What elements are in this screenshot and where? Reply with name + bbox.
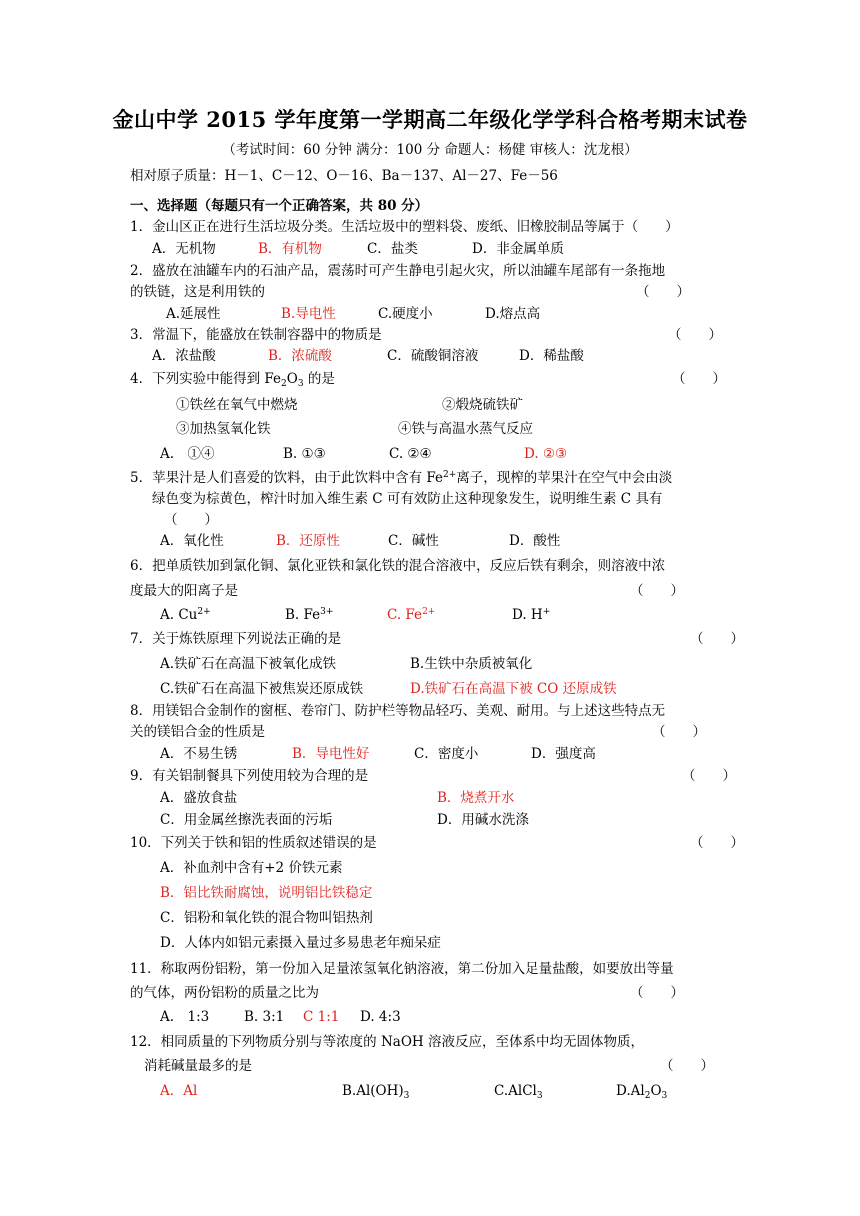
- q12-option-d: $D.Al_2O_3$: [616, 1083, 668, 1101]
- q11-option-c: C 1:1: [303, 1009, 340, 1025]
- q12-option-a: A．Al: [160, 1083, 198, 1099]
- q4-item-1: ①铁丝在氧气中燃烧: [176, 397, 298, 413]
- q3-option-a: A．浓盐酸: [152, 348, 216, 364]
- page-title: 金山中学 2015 学年度第一学期高二年级化学学科合格考期末试卷: [112, 107, 748, 132]
- q1-option-d: D．非金属单质: [472, 241, 564, 257]
- q11-option-b: B. 3:1: [244, 1009, 285, 1025]
- exam-info: （考试时间：60 分钟 满分：100 分 命题人：杨健 审核人：沈龙根）: [222, 142, 638, 158]
- q6-option-c: C. $Fe^{2+}$: [387, 607, 436, 623]
- question-5-stem-cont: 绿色变为棕黄色，榨汁时加入维生素 C 可有效防止这种现象发生，说明维生素 C 具有: [152, 491, 663, 507]
- q9-option-d: D．用碱水洗涤: [437, 812, 529, 828]
- question-8-stem-cont: 关的镁铝合金的性质是: [130, 724, 265, 740]
- q9-option-a: A．盛放食盐: [160, 790, 238, 806]
- q2-answer-blank: （ ）: [636, 284, 690, 300]
- q6-option-d: D. H+: [512, 607, 551, 623]
- q4-option-b: B. ①③: [283, 446, 326, 462]
- q9-option-c: C．用金属丝擦洗表面的污垢: [160, 812, 333, 828]
- q3-option-c: C．硫酸铜溶液: [387, 348, 479, 364]
- q12-option-c: C.AlCl$_3$: [494, 1083, 543, 1101]
- q10-option-b: B．铝比铁耐腐蚀，说明铝比铁稳定: [160, 885, 373, 901]
- question-9-stem: 9．有关铝制餐具下列使用较为合理的是: [130, 768, 369, 784]
- q2-option-b: B.导电性: [281, 306, 336, 322]
- q10-option-d: D．人体内如铝元素摄入量过多易患老年痴呆症: [160, 935, 441, 951]
- question-12-stem-cont: 消耗碱量最多的是: [144, 1058, 252, 1074]
- question-2-stem-cont: 的铁链，这是利用铁的: [130, 284, 265, 300]
- q6-option-a: A. $Cu^{2+}$: [160, 607, 211, 623]
- q4-item-2: ②煅烧硫铁矿: [442, 397, 523, 413]
- q5-option-b: B．还原性: [276, 533, 340, 549]
- q8-option-d: D．强度高: [531, 746, 596, 762]
- q3-answer-blank: （ ）: [668, 327, 722, 343]
- q12-answer-blank: （ ）: [660, 1058, 714, 1074]
- q11-option-a: A. 1:3: [160, 1009, 210, 1025]
- q7-option-d: D.铁矿石在高温下被 CO 还原成铁: [410, 681, 617, 697]
- question-3-stem: 3．常温下，能盛放在铁制容器中的物质是: [130, 327, 382, 343]
- question-10-stem: 10．下列关于铁和铝的性质叙述错误的是: [130, 835, 377, 851]
- q4-option-a: A. ①④: [160, 446, 215, 462]
- question-11-stem-cont: 的气体，两份铝粉的质量之比为: [130, 985, 319, 1001]
- question-6-stem: 6．把单质铁加到氯化铜、氯化亚铁和氯化铁的混合溶液中，反应后铁有剩余，则溶液中浓: [130, 558, 666, 574]
- q8-option-a: A．不易生锈: [160, 746, 238, 762]
- question-5-stem: 5．苹果汁是人们喜爱的饮料，由于此饮料中含有 $Fe^{2+}$离子，现榨的苹果汁在空气中会由淡: [130, 470, 673, 486]
- q5-option-a: A．氧化性: [160, 533, 224, 549]
- question-2-stem: 2．盛放在油罐车内的石油产品，震荡时可产生静电引起火灾，所以油罐车尾部有一条拖地: [130, 263, 666, 279]
- q6-option-b: B. $Fe^{3+}$: [285, 607, 334, 623]
- q7-option-a: A.铁矿石在高温下被氧化成铁: [160, 656, 337, 672]
- q2-option-c: C.硬度小: [378, 306, 433, 322]
- q1-option-a: A．无机物: [152, 241, 216, 257]
- q5-option-d: D．酸性: [509, 533, 561, 549]
- question-7-stem: 7．关于炼铁原理下列说法正确的是: [130, 631, 342, 647]
- q6-answer-blank: （ ）: [630, 583, 684, 599]
- question-1-stem: 1．金山区正在进行生活垃圾分类。生活垃圾中的塑料袋、废纸、旧橡胶制品等属于（ ）: [130, 219, 679, 235]
- question-12-stem: 12．相同质量的下列物质分别与等浓度的 NaOH 溶液反应，至体系中均无固体物质，: [130, 1034, 644, 1050]
- q4-item-3: ③加热氢氧化铁: [176, 421, 271, 437]
- atomic-mass: 相对原子质量：H－1、C－12、O－16、Ba－137、Al－27、Fe－56: [130, 168, 558, 184]
- q3-option-d: D．稀盐酸: [519, 348, 584, 364]
- q2-option-d: D.熔点高: [485, 306, 541, 322]
- q3-option-b: B．浓硫酸: [268, 348, 332, 364]
- q1-option-c: C．盐类: [367, 241, 418, 257]
- q11-option-d: D. 4:3: [360, 1009, 401, 1025]
- q5-option-c: C．碱性: [388, 533, 439, 549]
- q4-answer-blank: （ ）: [672, 371, 726, 387]
- q11-answer-blank: （ ）: [630, 985, 684, 1001]
- q10-option-c: C．铝粉和氧化铁的混合物叫铝热剂: [160, 910, 373, 926]
- q2-option-a: A.延展性: [166, 306, 221, 322]
- question-6-stem-cont: 度最大的阳离子是: [130, 583, 238, 599]
- question-8-stem: 8．用镁铝合金制作的窗框、卷帘门、防护栏等物品轻巧、美观、耐用。与上述这些特点无: [130, 703, 666, 719]
- question-4-stem: 4．下列实验中能得到 $Fe_2O_3$ 的是: [130, 371, 335, 389]
- q8-option-b: B．导电性好: [292, 746, 370, 762]
- q7-answer-blank: （ ）: [690, 631, 744, 647]
- q10-option-a: A．补血剂中含有+2 价铁元素: [160, 860, 343, 876]
- q10-answer-blank: （ ）: [690, 835, 744, 851]
- q8-option-c: C．密度小: [414, 746, 479, 762]
- q4-option-c: C. ②④: [389, 446, 432, 462]
- q12-option-b: $B.Al(OH)_3$: [342, 1083, 410, 1101]
- q5-answer-blank: （ ）: [164, 512, 218, 528]
- q4-item-4: ④铁与高温水蒸气反应: [398, 421, 533, 437]
- q4-option-d: D. ②③: [524, 446, 568, 462]
- question-11-stem: 11．称取两份铝粉，第一份加入足量浓氢氧化钠溶液，第二份加入足量盐酸，如要放出等量: [130, 961, 674, 977]
- q9-answer-blank: （ ）: [682, 768, 736, 784]
- section-heading: 一、选择题（每题只有一个正确答案，共 80 分）: [130, 198, 429, 214]
- q1-option-b: B．有机物: [258, 241, 322, 257]
- q8-answer-blank: （ ）: [652, 724, 706, 740]
- q7-option-c: C.铁矿石在高温下被焦炭还原成铁: [160, 681, 364, 697]
- q9-option-b: B．烧煮开水: [437, 790, 515, 806]
- q7-option-b: B.生铁中杂质被氧化: [410, 656, 533, 672]
